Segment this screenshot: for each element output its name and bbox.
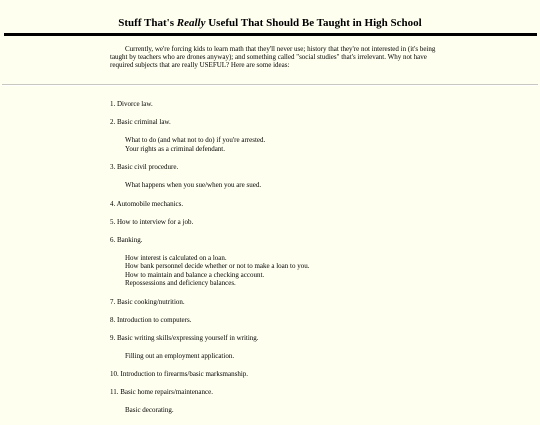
list-item-label: 1. Divorce law. (110, 100, 153, 108)
list-item-label: 7. Basic cooking/nutrition. (110, 297, 185, 306)
sub-list-item: Your rights as a criminal defendant. (125, 144, 225, 153)
sub-list-item: What to do (and what not to do) if you're arrested. (125, 136, 266, 144)
sub-list-item: Basic decorating. (125, 406, 174, 414)
title-rule (4, 33, 537, 36)
list-item (110, 316, 530, 324)
sub-list-item: How to maintain and balance a checking account. (125, 270, 265, 279)
ideas-list (110, 100, 530, 425)
title-part-1: Stuff That's (118, 17, 177, 29)
sub-list-item: Repossessions and deficiency balances. (125, 279, 236, 287)
list-item (110, 388, 530, 415)
sub-list (110, 181, 530, 190)
list-item-label: 6. Banking. (110, 235, 143, 244)
list-item (110, 118, 530, 153)
list-item (110, 163, 530, 190)
list-item (110, 298, 530, 306)
sub-list (110, 136, 530, 153)
sub-list-item: What happens when you sue/when you are sued. (125, 181, 262, 189)
list-item-label: 11. Basic home repairs/maintenance. (110, 388, 213, 396)
list-item-label: 8. Introduction to computers. (110, 315, 192, 324)
list-item-label: 5. How to interview for a job. (110, 217, 194, 226)
sub-list (110, 352, 530, 361)
title-emphasis: Really (176, 17, 206, 29)
list-item-label: 4. Automobile mechanics. (110, 199, 184, 208)
list-item (110, 200, 530, 208)
page-title (0, 16, 540, 30)
sub-list-item: How interest is calculated on a loan. (125, 253, 227, 262)
list-item (110, 236, 530, 288)
list-item (110, 334, 530, 361)
list-item (110, 100, 530, 108)
intro-text: Currently, we're forcing kids to learn math that they'll never use; history that they're not interested in (it's being taught by teachers who are drones anyway); and something called "social studies" that's irrelevant. Why not have required subjects that are really USEFUL? Here are some ideas: (110, 45, 436, 69)
intro-paragraph (110, 45, 440, 69)
list-item-label: 3. Basic civil procedure. (110, 163, 179, 171)
list-item-label: 10. Introduction to firearms/basic marksmanship. (110, 370, 249, 378)
sub-list-item: How bank personnel decide whether or not to make a loan to you. (125, 262, 310, 270)
list-item-label: 2. Basic criminal law. (110, 118, 171, 126)
list-item-label: 9. Basic writing skills/expressing yourself in writing. (110, 333, 259, 342)
sub-list (110, 254, 530, 288)
sub-list (110, 406, 530, 415)
sub-list-item: Filling out an employment application. (125, 351, 235, 360)
title-part-2: Useful That Should Be Taught in High School (205, 17, 422, 29)
list-item (110, 370, 530, 378)
list-item (110, 218, 530, 226)
section-divider (2, 84, 538, 86)
